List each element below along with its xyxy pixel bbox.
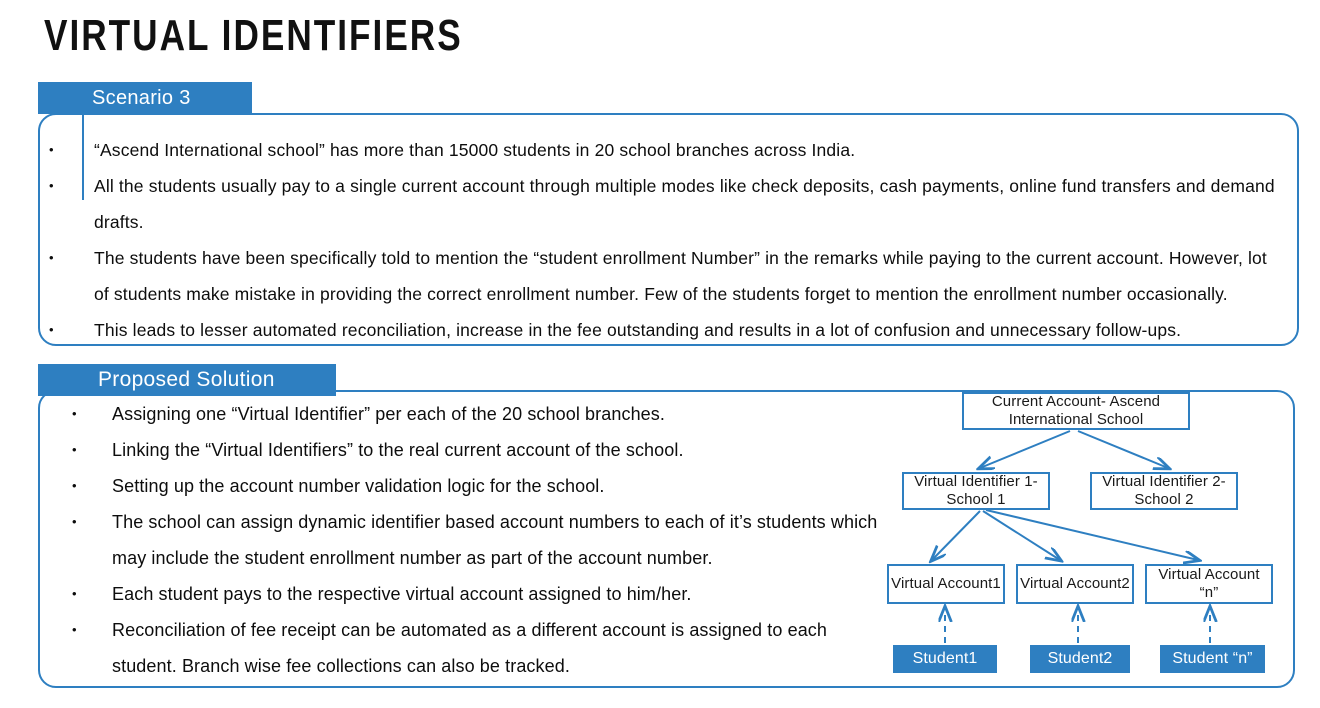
solution-bullet-4: The school can assign dynamic identifier based account numbers to each of it’s students which may include the student enrollment number as part of the account number.	[112, 512, 878, 568]
virtual-identifier-diagram	[880, 384, 1280, 684]
bullet-glyph: •	[49, 250, 54, 265]
list-item	[72, 468, 892, 504]
scenario-bullet-list	[49, 132, 1281, 348]
node-student-n: Student “n”	[1160, 645, 1265, 673]
node-current-account: Current Account- Ascend International School	[962, 392, 1190, 430]
list-item	[49, 132, 1281, 168]
scenario-tab	[38, 82, 252, 114]
scenario-bullet-2: All the students usually pay to a single current account through multiple modes like check deposits, cash payments, online fund transfers and demand drafts.	[94, 176, 1275, 232]
proposed-solution-tab-label: Proposed Solution	[98, 368, 275, 391]
list-item	[72, 576, 892, 612]
node-virtual-identifier-1: Virtual Identifier 1- School 1	[902, 472, 1050, 510]
node-student-1: Student1	[893, 645, 997, 673]
list-item	[72, 612, 892, 684]
node-virtual-account-1: Virtual Account1	[887, 564, 1005, 604]
solution-bullet-6: Reconciliation of fee receipt can be automated as a different account is assigned to each student. Branch wise fee collections can also be tracked.	[112, 620, 828, 676]
scenario-bullet-4: This leads to lesser automated reconciliation, increase in the fee outstanding and results in a lot of confusion and unnecessary follow-ups.	[94, 320, 1182, 340]
connector-root-to-vi1	[980, 431, 1070, 468]
list-item	[72, 432, 892, 468]
connector-root-to-vi2	[1078, 431, 1168, 468]
node-student-2: Student2	[1030, 645, 1130, 673]
node-virtual-account-2: Virtual Account2	[1016, 564, 1134, 604]
node-virtual-account-n: Virtual Account “n”	[1145, 564, 1273, 604]
bullet-glyph: •	[72, 442, 77, 457]
proposed-solution-tab	[38, 364, 336, 396]
scenario-tab-label: Scenario 3	[92, 86, 191, 109]
list-item	[72, 504, 892, 576]
node-virtual-identifier-2: Virtual Identifier 2- School 2	[1090, 472, 1238, 510]
list-item	[49, 168, 1281, 240]
connector-vi1-to-va1	[932, 511, 980, 560]
bullet-glyph: •	[72, 478, 77, 493]
solution-bullet-2: Linking the “Virtual Identifiers” to the real current account of the school.	[112, 440, 684, 460]
solution-bullet-5: Each student pays to the respective virtual account assigned to him/her.	[112, 584, 692, 604]
solution-bullet-3: Setting up the account number validation logic for the school.	[112, 476, 605, 496]
list-item	[49, 240, 1281, 312]
connector-vi1-to-van	[986, 510, 1198, 560]
bullet-glyph: •	[49, 142, 54, 157]
bullet-glyph: •	[49, 322, 54, 337]
bullet-glyph: •	[72, 406, 77, 421]
bullet-glyph: •	[72, 622, 77, 637]
list-item	[49, 312, 1281, 348]
scenario-bullet-1: “Ascend International school” has more than 15000 students in 20 school branches across India.	[94, 140, 856, 160]
page-title: VIRTUAL IDENTIFIERS	[44, 11, 463, 60]
bullet-glyph: •	[49, 178, 54, 193]
solution-bullet-1: Assigning one “Virtual Identifier” per each of the 20 school branches.	[112, 404, 665, 424]
bullet-glyph: •	[72, 586, 77, 601]
solution-bullet-list	[72, 396, 892, 684]
list-item	[72, 396, 892, 432]
scenario-bullet-3: The students have been specifically told to mention the “student enrollment Number” in the remarks while paying to the current account. However, lot of students make mistake in providing the correct enrollment number. Few of the students forget to mention the enrollment number occasionally.	[94, 248, 1267, 304]
bullet-glyph: •	[72, 514, 77, 529]
